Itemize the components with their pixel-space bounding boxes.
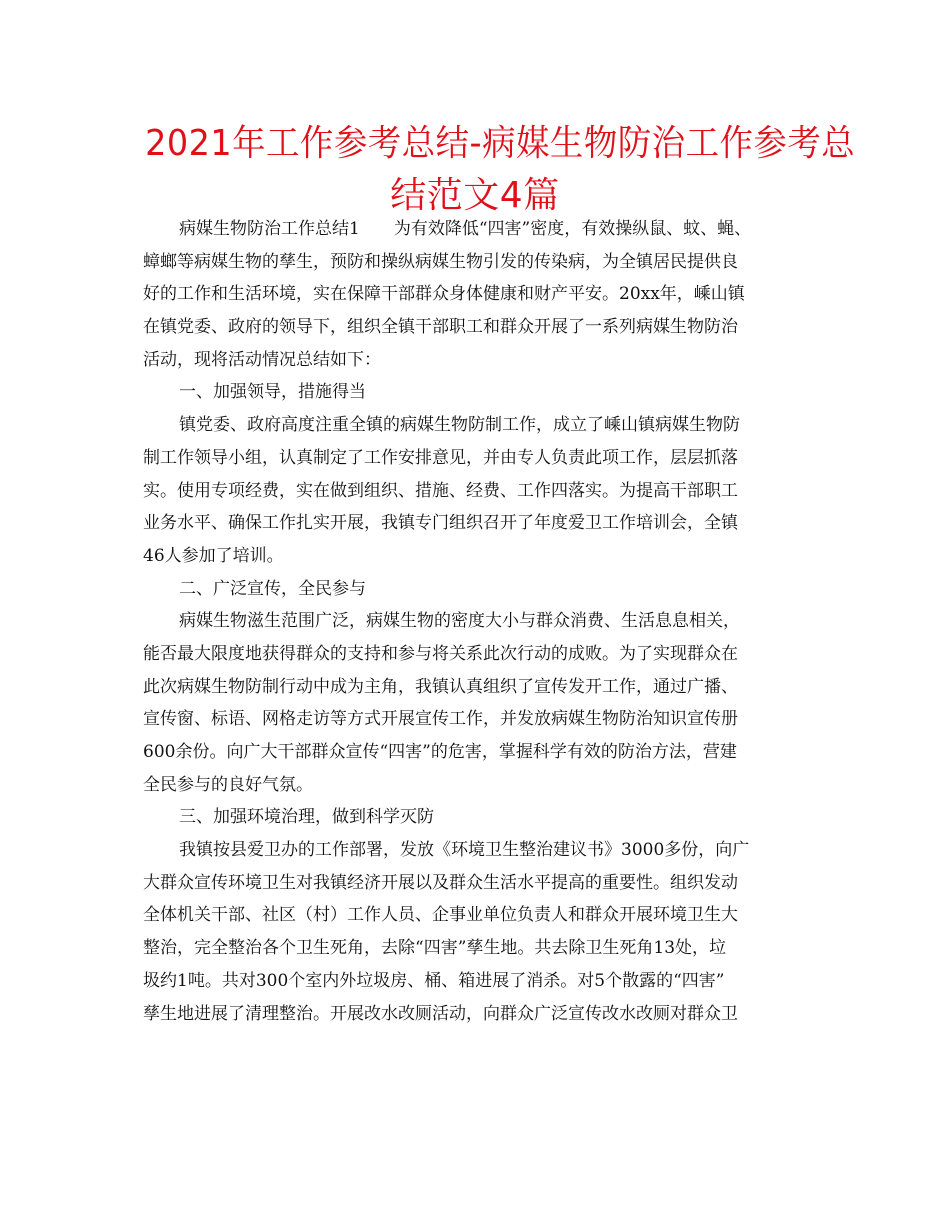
body-line: 好的工作和生活环境，实在保障干部群众身体健康和财产平安。20xx年，嵊山镇 <box>143 284 745 305</box>
body-line: 我镇按县爱卫办的工作部署，发放《环境卫生整治建议书》3000多份，向广 <box>179 840 750 861</box>
body-line: 全民参与的良好气氛。 <box>143 774 313 795</box>
body-line: 全体机关干部、社区（村）工作人员、企事业单位负责人和群众开展环境卫生大 <box>143 905 738 926</box>
body-line: 活动，现将活动情况总结如下： <box>143 349 381 370</box>
body-line: 制工作领导小组，认真制定了工作安排意见，并由专人负责此项工作，层层抓落 <box>143 447 738 468</box>
body-line: 此次病媒生物防制行动中成为主角，我镇认真组织了宣传发开工作，通过广播、 <box>143 676 738 697</box>
body-line: 蟑螂等病媒生物的孳生，预防和操纵病媒生物引发的传染病，为全镇居民提供良 <box>143 251 738 272</box>
body-line: 大群众宣传环境卫生对我镇经济开展以及群众生活水平提高的重要性。组织发动 <box>143 872 738 893</box>
body-line: 业务水平、确保工作扎实开展，我镇专门组织召开了年度爱卫工作培训会，全镇 <box>143 513 738 534</box>
body-line: 三、加强环境治理，做到科学灭防 <box>179 807 434 828</box>
body-line: 病媒生物滋生范围广泛，病媒生物的密度大小与群众消费、生活息息相关， <box>179 611 740 632</box>
body-line: 病媒生物防治工作总结1 为有效降低“四害”密度，有效操纵鼠、蚊、蝇、 <box>179 219 752 239</box>
body-line: 圾约1吨。共对300个室内外垃圾房、桶、箱进展了消杀。对5个散露的“四害” <box>143 970 725 991</box>
body-line: 能否最大限度地获得群众的支持和参与将关系此次行动的成败。为了实现群众在 <box>143 643 738 664</box>
title-line: 结范文4篇 <box>390 175 560 216</box>
body-line: 孳生地进展了清理整治。开展改水改厕活动，向群众广泛宣传改水改厕对群众卫 <box>143 1003 738 1024</box>
body-line: 二、广泛宣传，全民参与 <box>179 578 366 599</box>
body-line: 镇党委、政府高度注重全镇的病媒生物防制工作，成立了嵊山镇病媒生物防 <box>179 415 740 436</box>
body-line: 实。使用专项经费，实在做到组织、措施、经费、工作四落实。为提高干部职工 <box>143 480 738 501</box>
document-body <box>143 213 833 1030</box>
body-line: 整治，完全整治各个卫生死角，去除“四害”孳生地。共去除卫生死角13处，垃 <box>143 938 727 959</box>
body-line: 宣传窗、标语、网格走访等方式开展宣传工作，并发放病媒生物防治知识宣传册 <box>143 709 738 730</box>
title-line: 2021年工作参考总结-病媒生物防治工作参考总 <box>145 123 856 164</box>
body-line: 46人参加了培训。 <box>143 545 284 566</box>
body-line: 一、加强领导，措施得当 <box>179 382 366 403</box>
document-title <box>120 118 856 222</box>
body-line: 在镇党委、政府的领导下，组织全镇干部职工和群众开展了一系列病媒生物防治 <box>143 317 738 338</box>
body-line: 600余份。向广大干部群众宣传“四害”的危害，掌握科学有效的防治方法，营建 <box>143 742 737 762</box>
